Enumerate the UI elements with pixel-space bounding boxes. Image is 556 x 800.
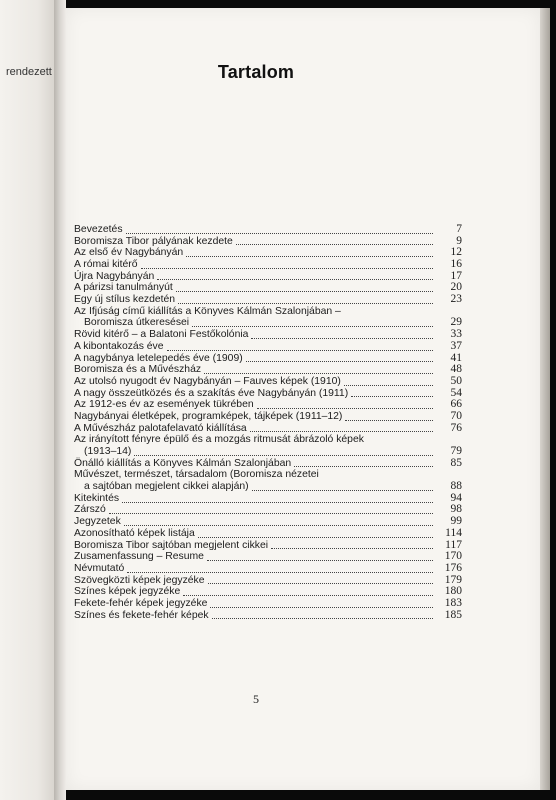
dot-leader bbox=[207, 559, 433, 561]
toc-entry-page: 94 bbox=[450, 491, 462, 504]
toc-entry-title: Az utolsó nyugodt év Nagybányán – Fauves képek (1910) bbox=[74, 375, 341, 387]
dot-leader bbox=[252, 489, 433, 491]
toc-entry-title: Kitekintés bbox=[74, 492, 120, 504]
toc-line bbox=[74, 318, 462, 330]
toc-entry-title: A Művészház palotafelavató kiállítása bbox=[74, 422, 247, 434]
dot-leader bbox=[210, 606, 433, 608]
toc-line bbox=[74, 610, 462, 622]
toc-line bbox=[74, 411, 462, 423]
dot-leader bbox=[122, 501, 433, 503]
toc-entry bbox=[74, 271, 462, 283]
toc-entry-page: 33 bbox=[450, 328, 462, 341]
toc-entry bbox=[74, 247, 462, 259]
toc-entry-title: A kibontakozás éve bbox=[74, 340, 164, 352]
toc-entry bbox=[74, 341, 462, 353]
toc-entry-page: 23 bbox=[450, 293, 462, 306]
toc-line bbox=[74, 399, 462, 411]
toc-entry-page: 20 bbox=[450, 281, 462, 294]
toc-entry-title: Egy új stílus kezdetén bbox=[74, 294, 176, 306]
toc-entry-page: 70 bbox=[450, 409, 462, 422]
toc-line bbox=[74, 446, 462, 458]
toc-entry bbox=[74, 469, 462, 492]
toc-entry-page: 41 bbox=[450, 351, 462, 364]
toc-entry bbox=[74, 598, 462, 610]
toc-entry bbox=[74, 376, 462, 388]
dot-leader bbox=[198, 536, 433, 538]
toc-entry-page: 7 bbox=[456, 222, 462, 235]
toc-entry bbox=[74, 353, 462, 365]
toc-entry bbox=[74, 540, 462, 552]
toc-entry-title: Boromisza Tibor sajtóban megjelent cikkei bbox=[74, 539, 269, 551]
toc-entry bbox=[74, 563, 462, 575]
toc-entry-title: Jegyzetek bbox=[74, 516, 121, 528]
toc-line bbox=[74, 282, 462, 294]
toc-entry bbox=[74, 586, 462, 598]
toc-line bbox=[74, 434, 462, 446]
dot-leader bbox=[192, 325, 433, 327]
toc-line bbox=[74, 294, 462, 306]
toc-entry-title: A nagybánya letelepedés éve (1909) bbox=[74, 352, 243, 364]
toc-entry bbox=[74, 329, 462, 341]
toc-entry-page: 85 bbox=[450, 456, 462, 469]
toc-line bbox=[74, 575, 462, 587]
dot-leader bbox=[124, 524, 433, 526]
toc-entry-page: 183 bbox=[444, 596, 462, 609]
toc-line bbox=[74, 586, 462, 598]
dot-leader bbox=[271, 547, 433, 549]
toc-line bbox=[74, 236, 462, 248]
toc-entry-title: A római kitérő bbox=[74, 259, 138, 271]
toc-entry-page: 88 bbox=[450, 480, 462, 493]
toc-entry bbox=[74, 306, 462, 329]
toc-entry-page: 50 bbox=[450, 374, 462, 387]
toc-entry-title: A párizsi tanulmányút bbox=[74, 282, 173, 294]
dot-leader bbox=[250, 430, 433, 432]
toc-line bbox=[74, 540, 462, 552]
toc-line bbox=[74, 505, 462, 517]
toc-entry bbox=[74, 282, 462, 294]
dot-leader bbox=[351, 395, 433, 397]
toc-entry-page: 29 bbox=[450, 316, 462, 329]
toc-entry-title: Az irányított fényre épülő és a mozgás ritmusát ábrázoló képek bbox=[74, 434, 364, 446]
toc-entry bbox=[74, 458, 462, 470]
toc-entry-page: 98 bbox=[450, 503, 462, 516]
toc-entry-title: Névmutató bbox=[74, 562, 125, 574]
page-edge-shadow bbox=[540, 8, 550, 790]
toc-line bbox=[74, 247, 462, 259]
toc-entry-page: 66 bbox=[450, 398, 462, 411]
dot-leader bbox=[246, 360, 433, 362]
dot-leader bbox=[208, 582, 433, 584]
toc-entry-page: 170 bbox=[444, 550, 462, 563]
toc-entry-title: Rövid kitérő – a Balatoni Festőkolónia bbox=[74, 329, 249, 341]
toc-entry bbox=[74, 434, 462, 457]
toc-entry bbox=[74, 505, 462, 517]
toc-entry-page: 16 bbox=[450, 258, 462, 271]
toc-entry-page: 179 bbox=[444, 573, 462, 586]
toc-entry-title: Zárszó bbox=[74, 504, 106, 516]
toc-line bbox=[74, 469, 462, 481]
toc-entry-page: 76 bbox=[450, 421, 462, 434]
toc-entry-title: Szövegközti képek jegyzéke bbox=[74, 574, 205, 586]
toc-entry-title: Boromisza útkeresései bbox=[84, 317, 190, 329]
toc-line bbox=[74, 306, 462, 318]
dot-leader bbox=[294, 465, 433, 467]
toc-entry bbox=[74, 516, 462, 528]
toc-entry bbox=[74, 551, 462, 563]
toc-entry bbox=[74, 294, 462, 306]
dot-leader bbox=[183, 594, 433, 596]
toc-entry-page: 12 bbox=[450, 246, 462, 259]
dot-leader bbox=[176, 290, 433, 292]
toc-entry-page: 180 bbox=[444, 585, 462, 598]
toc-entry-page: 117 bbox=[445, 538, 462, 551]
toc-line bbox=[74, 388, 462, 400]
toc-entry-title: a sajtóban megjelent cikkei alapján) bbox=[84, 481, 249, 493]
toc-entry-page: 54 bbox=[450, 386, 462, 399]
toc-line bbox=[74, 271, 462, 283]
left-page-text-fragment: rendezett bbox=[6, 66, 52, 78]
page-number: 5 bbox=[253, 692, 259, 706]
dot-leader bbox=[157, 278, 433, 280]
toc-entry-page: 99 bbox=[450, 515, 462, 528]
toc-line bbox=[74, 458, 462, 470]
toc-entry-page: 79 bbox=[450, 445, 462, 458]
dot-leader bbox=[204, 372, 433, 374]
toc-entry-page: 9 bbox=[456, 234, 462, 247]
toc-entry-title: Az 1912-es év az események tükrében bbox=[74, 399, 254, 411]
toc-line bbox=[74, 259, 462, 271]
dot-leader bbox=[212, 617, 433, 619]
toc-entry-title: Önálló kiállítás a Könyves Kálmán Szalonjában bbox=[74, 457, 292, 469]
dot-leader bbox=[134, 454, 433, 456]
dot-leader bbox=[109, 512, 433, 514]
toc-entry-page: 37 bbox=[450, 339, 462, 352]
toc-line bbox=[74, 423, 462, 435]
toc-line bbox=[74, 551, 462, 563]
left-page bbox=[0, 0, 54, 800]
toc-line bbox=[74, 563, 462, 575]
table-of-contents bbox=[74, 224, 462, 621]
toc-entry bbox=[74, 364, 462, 376]
toc-line bbox=[74, 329, 462, 341]
toc-entry-title: Az Ifjúság című kiállítás a Könyves Kálmán Szalonjában – bbox=[74, 305, 341, 317]
toc-entry-title: Fekete-fehér képek jegyzéke bbox=[74, 597, 208, 609]
page-title: Tartalom bbox=[217, 62, 295, 82]
toc-entry bbox=[74, 423, 462, 435]
dot-leader bbox=[141, 267, 433, 269]
toc-entry-page: 114 bbox=[445, 526, 462, 539]
dot-leader bbox=[344, 384, 433, 386]
toc-entry bbox=[74, 493, 462, 505]
toc-entry-title: Nagybányai életképek, programképek, tájképek (1911–12) bbox=[74, 410, 343, 422]
toc-entry bbox=[74, 388, 462, 400]
toc-entry-title: Boromisza és a Művészház bbox=[74, 364, 202, 376]
toc-entry-title: Újra Nagybányán bbox=[74, 270, 155, 282]
dot-leader bbox=[126, 232, 433, 234]
dot-leader bbox=[186, 255, 433, 257]
dot-leader bbox=[251, 337, 433, 339]
toc-entry bbox=[74, 575, 462, 587]
toc-entry-page: 17 bbox=[450, 269, 462, 282]
toc-entry-title: Színes és fekete-fehér képek bbox=[74, 609, 209, 621]
toc-line bbox=[74, 598, 462, 610]
toc-entry-page: 185 bbox=[444, 608, 462, 621]
toc-entry-page: 48 bbox=[450, 363, 462, 376]
toc-line bbox=[74, 528, 462, 540]
toc-entry-title: Bevezetés bbox=[74, 223, 123, 235]
toc-entry-title: A nagy összeütközés és a szakítás éve Nagybányán (1911) bbox=[74, 387, 349, 399]
dot-leader bbox=[178, 302, 433, 304]
toc-line bbox=[74, 516, 462, 528]
toc-line bbox=[74, 493, 462, 505]
toc-entry-title: Boromisza Tibor pályának kezdete bbox=[74, 235, 233, 247]
toc-entry-title: Azonosítható képek listája bbox=[74, 527, 195, 539]
toc-entry-title: (1913–14) bbox=[84, 446, 132, 458]
toc-entry-title: Művészet, természet, társadalom (Boromisza nézetei bbox=[74, 469, 319, 481]
toc-entry bbox=[74, 236, 462, 248]
dot-leader bbox=[257, 407, 433, 409]
dot-leader bbox=[167, 349, 433, 351]
toc-line bbox=[74, 364, 462, 376]
toc-line bbox=[74, 353, 462, 365]
toc-entry bbox=[74, 528, 462, 540]
toc-line bbox=[74, 341, 462, 353]
toc-entry-page: 176 bbox=[444, 561, 462, 574]
toc-line bbox=[74, 376, 462, 388]
toc-entry bbox=[74, 224, 462, 236]
toc-line bbox=[74, 481, 462, 493]
book-gutter bbox=[54, 0, 66, 800]
dot-leader bbox=[236, 243, 433, 245]
toc-entry bbox=[74, 399, 462, 411]
dot-leader bbox=[345, 419, 433, 421]
toc-entry-title: Zusamenfassung – Resume bbox=[74, 551, 204, 563]
toc-entry-title: Színes képek jegyzéke bbox=[74, 586, 181, 598]
toc-entry-title: Az első év Nagybányán bbox=[74, 247, 184, 259]
toc-entry bbox=[74, 610, 462, 622]
dot-leader bbox=[127, 571, 433, 573]
toc-entry bbox=[74, 259, 462, 271]
toc-entry bbox=[74, 411, 462, 423]
toc-line bbox=[74, 224, 462, 236]
